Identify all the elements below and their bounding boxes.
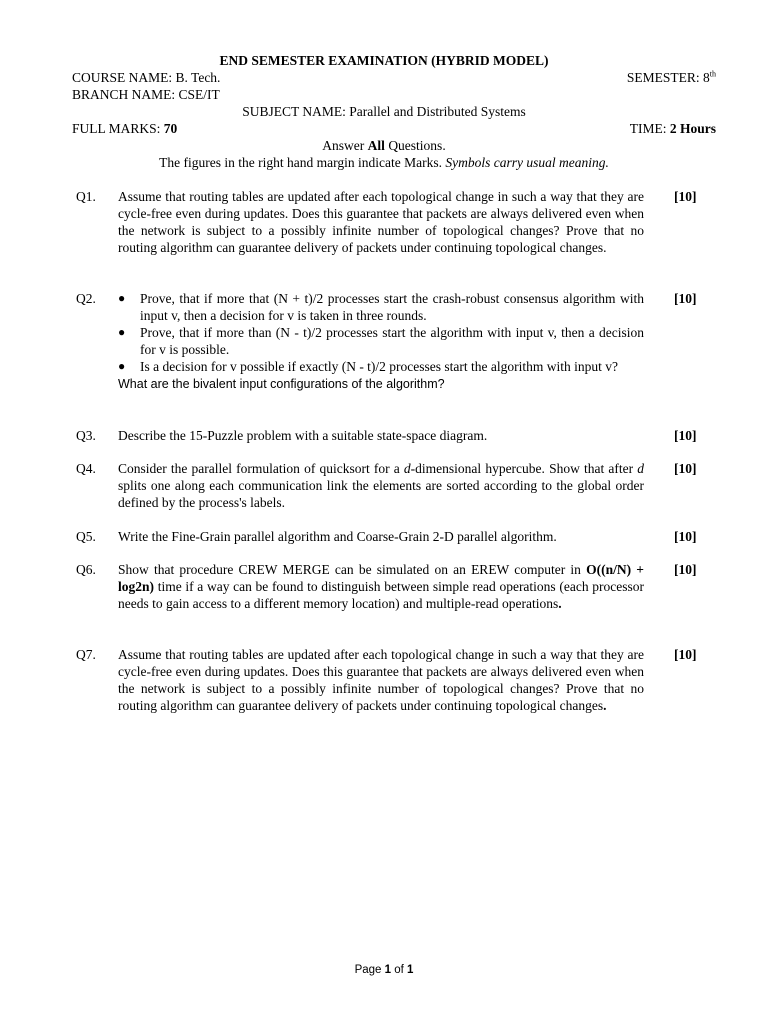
question-marks: [10]: [674, 529, 697, 544]
full-marks-label: FULL MARKS:: [72, 121, 164, 136]
question-marks: [10]: [674, 189, 697, 204]
time-value: 2 Hours: [669, 121, 716, 136]
question-note: What are the bivalent input configurations of the algorithm?: [118, 377, 445, 391]
bullet-text: Is a decision for v possible if exactly (N - t)/2 processes start the algorithm with input v?: [140, 359, 619, 374]
full-marks-value: 70: [163, 121, 178, 136]
semester-sup: th: [709, 69, 716, 79]
subject-name: SUBJECT NAME: Parallel and Distributed Systems: [242, 104, 526, 119]
question-number: Q5.: [76, 529, 96, 544]
question-number: Q4.: [76, 461, 96, 476]
margin-note: The figures in the right hand margin indicate Marks.: [159, 155, 446, 170]
text-segment: Show that procedure CREW MERGE can be simulated on an EREW computer in: [118, 562, 587, 577]
page-footer: [0, 964, 768, 976]
text-segment: Consider the parallel formulation of quicksort for a: [118, 461, 404, 476]
list-item: [118, 358, 644, 375]
time: [630, 120, 716, 137]
text-segment: splits one along each communication link the elements are sorted according to the global order defined by the process's labels.: [118, 478, 644, 510]
question-number: Q1.: [76, 189, 96, 204]
question-marks: [10]: [674, 647, 697, 662]
semester-text: SEMESTER: 8: [626, 70, 710, 85]
question-number: Q6.: [76, 562, 96, 577]
bullet-text: Prove, that if more that (N + t)/2 processes start the crash-robust consensus algorithm with input v, then a decision for v is taken in three rounds.: [140, 291, 644, 323]
text-segment: -dimensional hypercube. Show that after: [410, 461, 638, 476]
text-bold: O((n/N) + log2n): [118, 562, 644, 594]
exam-title: END SEMESTER EXAMINATION (HYBRID MODEL): [219, 53, 549, 68]
text-end: .: [603, 698, 607, 713]
bullet-icon: ●: [118, 325, 126, 339]
bullet-icon: ●: [118, 359, 126, 373]
question-text: Assume that routing tables are updated after each topological change in such a way that they are cycle-free even during updates. Does this guarantee that packets are always delivered even when the network is subject to a possibly infinite number of topological changes? Prove that no routing algorithm can guarantee delivery of packets under continuing topological changes.: [118, 189, 644, 255]
time-label: TIME:: [629, 121, 670, 136]
answer-bold: All: [367, 138, 385, 153]
text-italic: d: [403, 461, 411, 476]
text-italic: d: [637, 461, 645, 476]
question-marks: [10]: [674, 428, 697, 443]
list-item: [118, 290, 644, 324]
margin-instruction: [0, 154, 768, 171]
bullet-list: [118, 290, 644, 375]
page-prefix: Page: [354, 964, 385, 976]
question-text: [118, 646, 644, 714]
answer-instruction: [0, 137, 768, 154]
question-number: Q7.: [76, 647, 96, 662]
question-number: Q2.: [76, 291, 96, 306]
answer-suffix: Questions.: [384, 138, 446, 153]
branch-name: BRANCH NAME: CSE/IT: [72, 87, 220, 102]
question-marks: [10]: [674, 291, 697, 306]
answer-prefix: Answer: [322, 138, 368, 153]
semester: [627, 69, 716, 86]
question-marks: [10]: [674, 461, 697, 476]
question-text: [118, 561, 644, 612]
question-body: [118, 290, 644, 393]
bullet-text: Prove, that if more than (N - t)/2 processes start the algorithm with input v, then a decision for v is possible.: [140, 325, 644, 357]
question-marks: [10]: [674, 562, 697, 577]
page-number: 1: [384, 964, 392, 976]
text-end: .: [558, 596, 562, 611]
text-segment: time if a way can be found to distinguish between simple read operations (each processor needs to gain access to a different memory location) and multiple-read operations: [118, 579, 644, 611]
symbols-note: Symbols carry usual meaning.: [445, 155, 609, 170]
page-mid: of: [391, 964, 408, 976]
page-total: 1: [407, 964, 414, 976]
full-marks: [72, 120, 177, 137]
question-text: [118, 460, 644, 511]
question-number: Q3.: [76, 428, 96, 443]
text-segment: Assume that routing tables are updated after each topological change in such a way that they are cycle-free even during updates. Does this guarantee that packets are always delivered even when the network is subject to a possibly infinite number of topological changes? Prove that no routing algorithm can guarantee delivery of packets under continuing topological changes: [118, 647, 644, 713]
course-name: COURSE NAME: B. Tech.: [72, 70, 221, 85]
question-text: Describe the 15-Puzzle problem with a suitable state-space diagram.: [118, 428, 488, 443]
list-item: [118, 324, 644, 358]
bullet-icon: ●: [118, 291, 126, 305]
question-text: Write the Fine-Grain parallel algorithm and Coarse-Grain 2-D parallel algorithm.: [118, 529, 557, 544]
